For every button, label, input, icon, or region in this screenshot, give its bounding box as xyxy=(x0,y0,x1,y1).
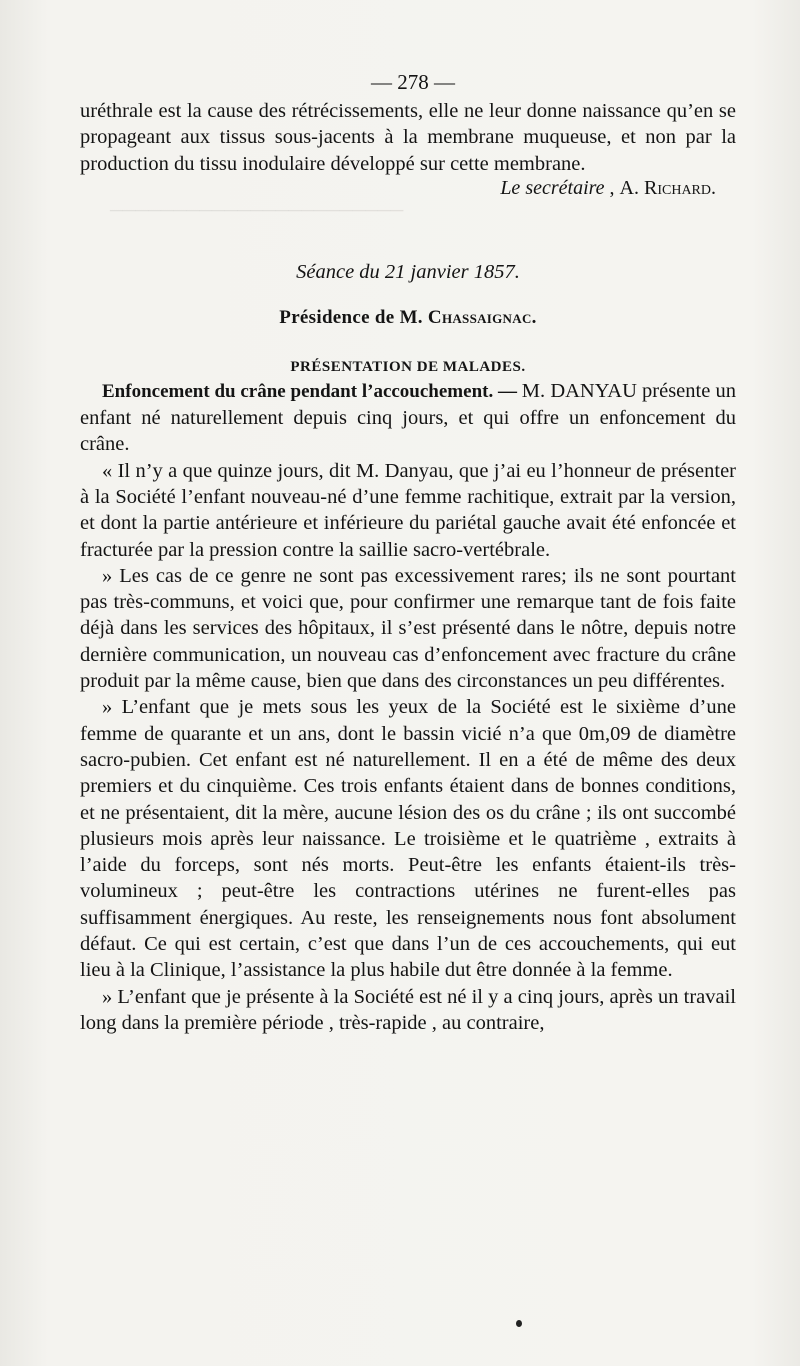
signature-name: A. Richard. xyxy=(619,176,716,199)
presidency xyxy=(80,305,736,331)
bleed-through-text: ─────────────────────── xyxy=(110,200,404,220)
session-date: Séance du 21 janvier 1857. xyxy=(296,261,520,284)
paragraph: » L’enfant que je mets sous les yeux de la Société est le sixième d’une femme de quarante et un ans, dont le bassin vicié n’a que 0m,09 de diamètre sacro-pubien. Cet enfant est né naturellement. Il en a été de même des deux premiers et du cinquième. Ces trois enfants étaient dans de bonnes conditions, et ne présentaient, dit la mère, aucune lésion des os du crâne ; ils ont succombé plusieurs mois après leur naissance. Le troisième et le quatrième , extraits à l’aide du forceps, sont nés morts. Peut-être les enfants étaient-ils très-volumineux ; peut-être les contractions utérines ne furent-elles pas suffisamment énergiques. Au reste, les renseignements nous font absolument défaut. Ce qui est certain, c’est que dans l’un de ces accouchements, qui eut lieu à la Clinique, l’assistance la plus habile dut être donnée à la femme. xyxy=(80,696,736,982)
signature: Le secrétaire , A. Richard. xyxy=(500,176,716,199)
paragraph: « Il n’y a que quinze jours, dit M. Danyau, que j’ai eu l’honneur de présenter à la Société l’enfant nouveau-né d’une femme rachitique, extrait par la version, et dont la partie antérieure et inférieure du pariétal gauche avait été enfoncée et fracturée par la pression contre la saillie sacro-vertébrale. xyxy=(80,459,736,561)
presidency-label: Présidence de M. xyxy=(279,307,423,329)
lead-text: M. DANYAU présente un enfant né naturellement depuis cinq jours, et qui offre un enfoncement du crâne. xyxy=(80,379,736,456)
paragraph: » L’enfant que je présente à la Société est né il y a cinq jours, après un travail long dans la première période , très-rapide , au contraire, xyxy=(80,985,736,1034)
section-heading: PRÉSENTATION DE MALADES. xyxy=(290,358,526,375)
page-text xyxy=(80,66,736,1036)
paragraph-continued: uréthrale est la cause des rétrécissements, elle ne leur donne naissance qu’en se propageant aux tissus sous-jacents à la membrane muqueuse, et non par la production du tissu inodulaire développé sur cette membrane. xyxy=(80,100,736,175)
ink-dot xyxy=(516,1320,522,1327)
page-number: — 278 — xyxy=(371,70,455,94)
signature-title: Le secrétaire xyxy=(500,176,605,199)
presidency-name: Chassaignac. xyxy=(427,307,537,329)
paragraph: » Les cas de ce genre ne sont pas excessivement rares; ils ne sont pourtant pas très-communs, et voici que, pour confirmer une remarque tant de fois faite déjà dans les services des hôpitaux, il s’est présenté dans le nôtre, depuis notre dernière communication, un nouveau cas d’enfoncement avec fracture du crâne produit par la même cause, bien que dans des circonstances un peu différentes. xyxy=(80,564,736,693)
lead-paragraph xyxy=(80,378,736,458)
lead-title: Enfoncement du crâne pendant l’accouchement. — xyxy=(102,380,522,402)
